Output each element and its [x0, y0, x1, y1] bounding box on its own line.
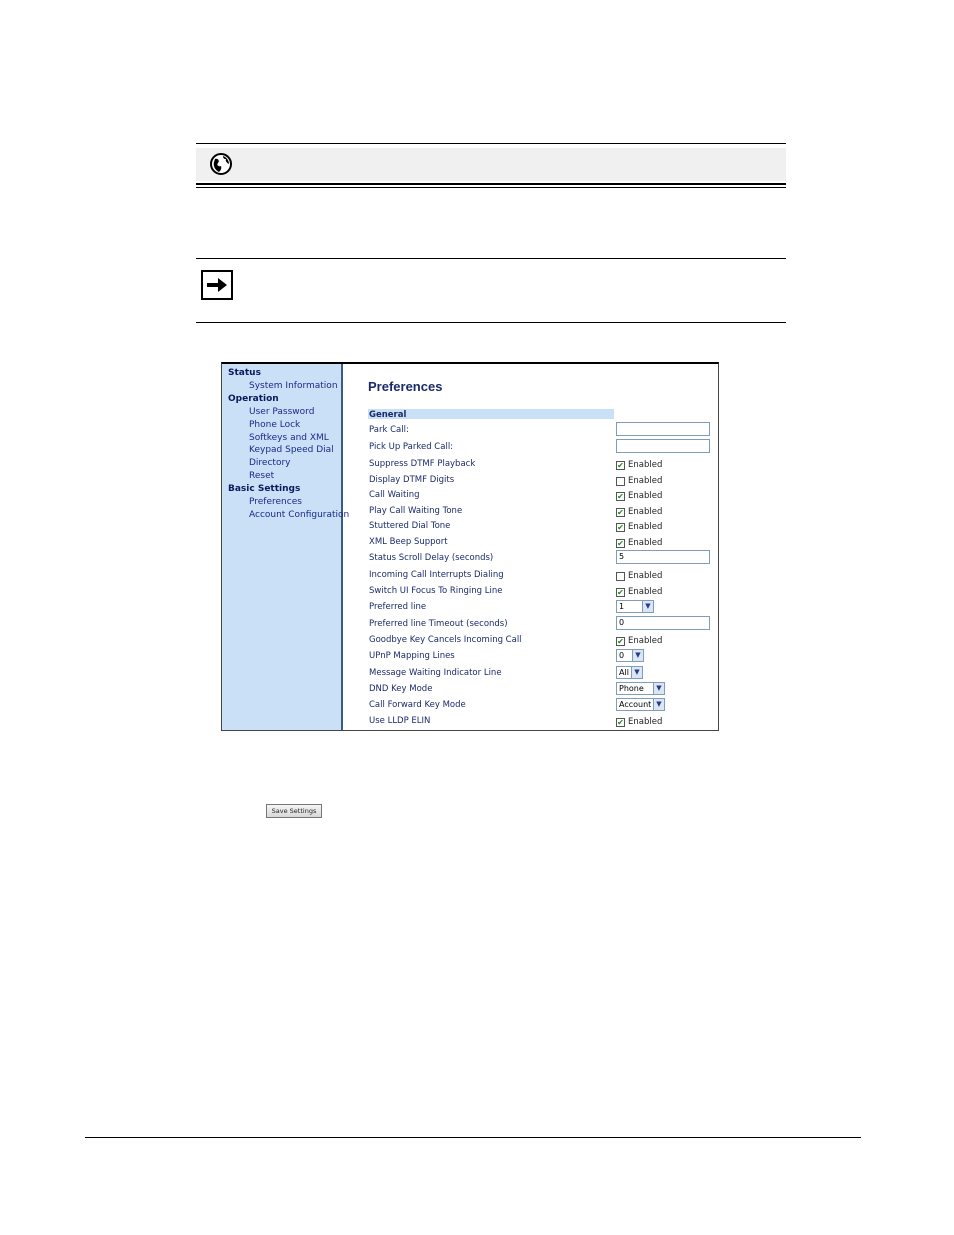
- row-label-xml-beep-support: XML Beep Support: [369, 537, 448, 547]
- preferred-line-timeout-seconds-input[interactable]: 0: [616, 616, 710, 630]
- row-label-upnp-mapping-lines: UPnP Mapping Lines: [369, 651, 455, 661]
- arrow-right-icon: [201, 270, 233, 300]
- checkmark-icon[interactable]: ✔: [617, 507, 624, 517]
- row-label-display-dtmf-digits: Display DTMF Digits: [369, 475, 455, 485]
- row-label-stuttered-dial-tone: Stuttered Dial Tone: [369, 521, 451, 531]
- checkbox-label: Enabled: [628, 522, 663, 532]
- row-label-message-waiting-indicator-line: Message Waiting Indicator Line: [369, 668, 502, 678]
- checkbox-empty-icon[interactable]: [616, 477, 625, 486]
- park-call-input[interactable]: [616, 422, 710, 436]
- row-label-switch-ui-focus-to-ringing-line: Switch UI Focus To Ringing Line: [369, 586, 503, 596]
- globe-icon: [209, 152, 233, 176]
- switch-ui-focus-to-ringing-line-checkbox[interactable]: [616, 587, 662, 597]
- status-scroll-delay-seconds-input[interactable]: 5: [616, 550, 710, 564]
- footer-rule: [85, 1137, 861, 1138]
- sidebar-item-status[interactable]: Status: [228, 368, 261, 378]
- checkmark-icon[interactable]: ✔: [617, 522, 624, 532]
- note-rule-top: [196, 258, 786, 259]
- sidebar: [222, 364, 350, 730]
- display-dtmf-digits-checkbox[interactable]: [616, 476, 662, 486]
- preferences-content: [345, 364, 718, 730]
- chevron-down-icon[interactable]: ▼: [631, 667, 642, 678]
- row-label-preferred-line-timeout-seconds: Preferred line Timeout (seconds): [369, 619, 508, 629]
- row-label-pick-up-parked-call: Pick Up Parked Call:: [369, 442, 454, 452]
- suppress-dtmf-playback-checkbox[interactable]: [616, 460, 662, 470]
- row-label-park-call: Park Call:: [369, 425, 409, 435]
- select-value: 0: [619, 651, 625, 660]
- row-label-suppress-dtmf-playback: Suppress DTMF Playback: [369, 459, 476, 469]
- checkbox-label: Enabled: [628, 587, 663, 597]
- select-value: 1: [619, 602, 625, 611]
- message-waiting-indicator-line-select[interactable]: [616, 666, 643, 679]
- checkbox-label: Enabled: [628, 717, 663, 727]
- chevron-down-icon[interactable]: ▼: [653, 699, 664, 710]
- checkbox-label: Enabled: [628, 476, 663, 486]
- checkbox-label: Enabled: [628, 507, 663, 517]
- dnd-key-mode-select[interactable]: [616, 682, 665, 695]
- sidebar-item-softkeys-and-xml[interactable]: Softkeys and XML: [249, 432, 329, 443]
- section-label: General: [369, 410, 407, 420]
- checkbox-label: Enabled: [628, 636, 663, 646]
- select-value: Account: [619, 700, 652, 709]
- select-value: All: [619, 668, 629, 677]
- checkmark-icon[interactable]: ✔: [617, 587, 624, 597]
- select-value: Phone: [619, 684, 644, 693]
- sidebar-item-reset[interactable]: Reset: [249, 471, 275, 482]
- use-lldp-elin-checkbox[interactable]: [616, 717, 662, 727]
- checkmark-icon[interactable]: ✔: [617, 636, 624, 646]
- checkmark-icon[interactable]: ✔: [617, 460, 624, 470]
- sidebar-item-account-configuration[interactable]: Account Configuration: [249, 509, 350, 520]
- preferred-line-select[interactable]: [616, 600, 654, 613]
- web-ui-note: [196, 143, 786, 187]
- web-ui-band: [196, 148, 786, 181]
- preferences-screenshot: [221, 362, 719, 731]
- upnp-mapping-lines-select[interactable]: [616, 649, 644, 662]
- sidebar-item-user-password[interactable]: User Password: [249, 406, 315, 417]
- checkmark-icon[interactable]: ✔: [617, 717, 624, 727]
- checkbox-label: Enabled: [628, 460, 663, 470]
- sidebar-item-directory[interactable]: Directory: [249, 458, 291, 469]
- row-label-use-lldp-elin: Use LLDP ELIN: [369, 716, 431, 726]
- call-forward-key-mode-select[interactable]: [616, 698, 665, 711]
- top-rule-2: [196, 183, 786, 185]
- play-call-waiting-tone-checkbox[interactable]: [616, 507, 662, 517]
- stuttered-dial-tone-checkbox[interactable]: [616, 522, 662, 532]
- checkbox-empty-icon[interactable]: [616, 572, 625, 581]
- sidebar-item-basic-settings[interactable]: Basic Settings: [228, 484, 301, 495]
- row-label-goodbye-key-cancels-incoming-call: Goodbye Key Cancels Incoming Call: [369, 635, 522, 645]
- sidebar-item-system-information[interactable]: System Information: [249, 380, 338, 391]
- checkmark-icon[interactable]: ✔: [617, 491, 624, 501]
- row-label-call-waiting: Call Waiting: [369, 490, 420, 500]
- checkbox-label: Enabled: [628, 571, 663, 581]
- chevron-down-icon[interactable]: ▼: [642, 601, 653, 612]
- sidebar-item-keypad-speed-dial[interactable]: Keypad Speed Dial: [249, 445, 334, 456]
- page-title: Preferences: [368, 379, 443, 394]
- row-label-play-call-waiting-tone: Play Call Waiting Tone: [369, 506, 463, 516]
- chevron-down-icon[interactable]: ▼: [632, 650, 643, 661]
- goodbye-key-cancels-incoming-call-checkbox[interactable]: [616, 636, 662, 646]
- row-label-incoming-call-interrupts-dialing: Incoming Call Interrupts Dialing: [369, 570, 504, 580]
- row-label-preferred-line: Preferred line: [369, 602, 427, 612]
- row-label-call-forward-key-mode: Call Forward Key Mode: [369, 700, 466, 710]
- call-waiting-checkbox[interactable]: [616, 491, 662, 501]
- sidebar-item-operation[interactable]: Operation: [228, 393, 279, 404]
- checkbox-label: Enabled: [628, 491, 663, 501]
- incoming-call-interrupts-dialing-checkbox[interactable]: [616, 571, 662, 581]
- row-label-dnd-key-mode: DND Key Mode: [369, 684, 433, 694]
- checkbox-label: Enabled: [628, 538, 663, 548]
- sidebar-item-preferences[interactable]: Preferences: [249, 497, 302, 507]
- note-rule-bottom: [196, 322, 786, 323]
- checkmark-icon[interactable]: ✔: [617, 538, 624, 548]
- xml-beep-support-checkbox[interactable]: [616, 538, 662, 548]
- pick-up-parked-call-input[interactable]: [616, 439, 710, 453]
- chevron-down-icon[interactable]: ▼: [653, 683, 664, 694]
- save-settings-button[interactable]: Save Settings: [266, 804, 322, 818]
- top-rule-3: [196, 187, 786, 188]
- sidebar-item-phone-lock[interactable]: Phone Lock: [249, 419, 301, 430]
- row-label-status-scroll-delay-seconds: Status Scroll Delay (seconds): [369, 553, 494, 563]
